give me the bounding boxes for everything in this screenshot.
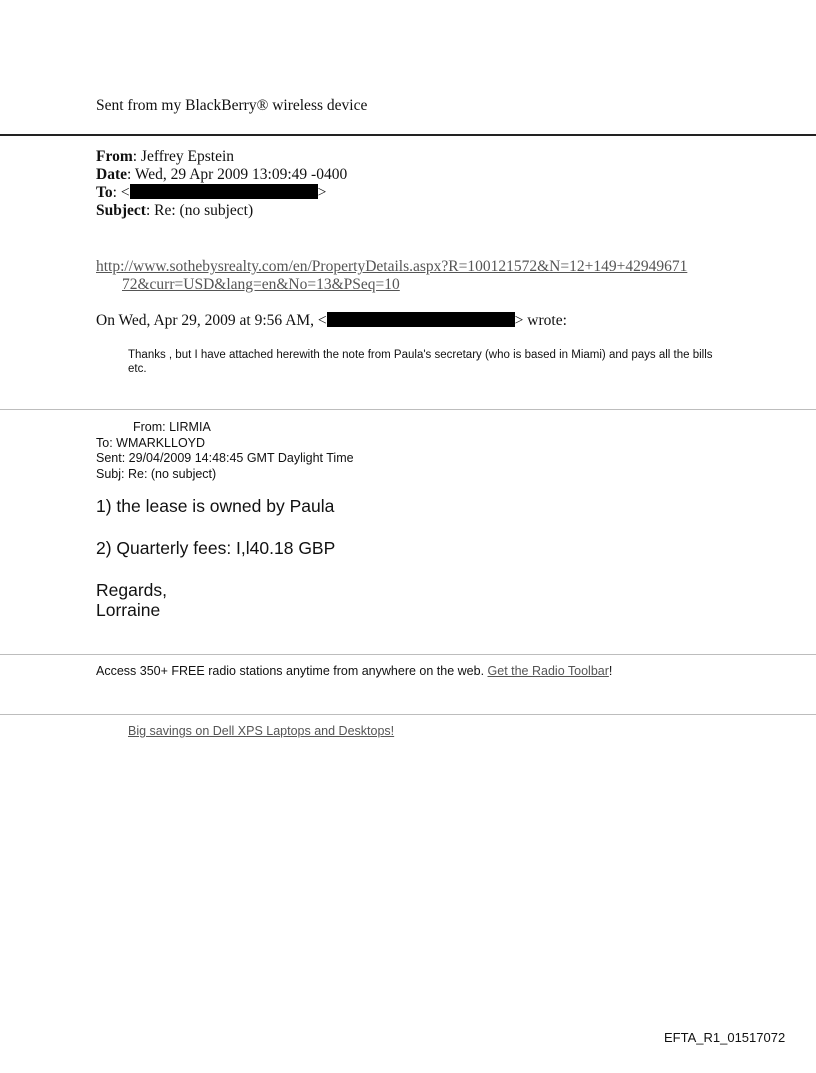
radio-ad <box>96 664 612 678</box>
message-signature: Lorraine <box>96 600 161 620</box>
header-date <box>96 166 347 184</box>
to-prefix: : < <box>112 184 130 201</box>
radio-ad-text: Access 350+ FREE radio stations anytime from anywhere on the web. <box>96 664 488 678</box>
property-link-line2[interactable]: 72&curr=USD&lang=en&No=13&PSeq=10 <box>122 276 400 293</box>
radio-ad-end: ! <box>608 664 613 678</box>
to-label: To <box>96 184 113 201</box>
dell-ad <box>128 724 394 738</box>
subject-value: : Re: (no subject) <box>145 202 254 219</box>
header-subject <box>96 202 253 220</box>
reply-intro-prefix: On Wed, Apr 29, 2009 at 9:56 AM, < <box>96 312 327 329</box>
redaction-box <box>327 312 515 327</box>
fwd-sent: Sent: 29/04/2009 14:48:45 GMT Daylight Time <box>96 451 354 465</box>
fwd-subj: Subj: Re: (no subject) <box>96 466 217 481</box>
message-closing: Regards, <box>96 580 168 600</box>
message-line-2: 2) Quarterly fees: I,l40.18 GBP <box>96 538 336 558</box>
divider <box>0 714 816 715</box>
from-value: : Jeffrey Epstein <box>132 148 235 165</box>
document-id: EFTA_R1_01517072 <box>664 1030 786 1045</box>
quoted-message: Thanks , but I have attached herewith the note from Paula's secretary (who is based in Miami) and pays all the bills etc. <box>128 349 713 375</box>
signature-line: Sent from my BlackBerry® wireless device <box>96 97 368 114</box>
forwarded-header <box>96 420 354 482</box>
date-label: Date <box>96 166 127 183</box>
reply-intro <box>96 312 567 330</box>
message-line-1: 1) the lease is owned by Paula <box>96 496 335 516</box>
divider <box>0 654 816 655</box>
subject-label: Subject <box>96 202 146 219</box>
from-label: From <box>96 148 133 165</box>
to-suffix: > <box>317 184 327 201</box>
property-link-line1[interactable]: http://www.sothebysrealty.com/en/PropertyDetails.aspx?R=100121572&N=12+149+42949671 <box>96 258 688 275</box>
divider-thick <box>0 134 816 136</box>
redaction-box <box>130 184 318 199</box>
divider <box>0 409 816 410</box>
fwd-from: From: LIRMIA <box>133 420 211 434</box>
header-to <box>96 184 326 202</box>
fwd-to: To: WMARKLLOYD <box>96 435 206 450</box>
dell-ad-link[interactable]: Big savings on Dell XPS Laptops and Desktops! <box>128 724 395 738</box>
radio-toolbar-link[interactable]: Get the Radio Toolbar <box>487 664 609 678</box>
property-link[interactable] <box>96 258 736 294</box>
reply-intro-suffix: > wrote: <box>514 312 567 329</box>
date-value: : Wed, 29 Apr 2009 13:09:49 -0400 <box>127 166 348 183</box>
header-from <box>96 148 234 166</box>
